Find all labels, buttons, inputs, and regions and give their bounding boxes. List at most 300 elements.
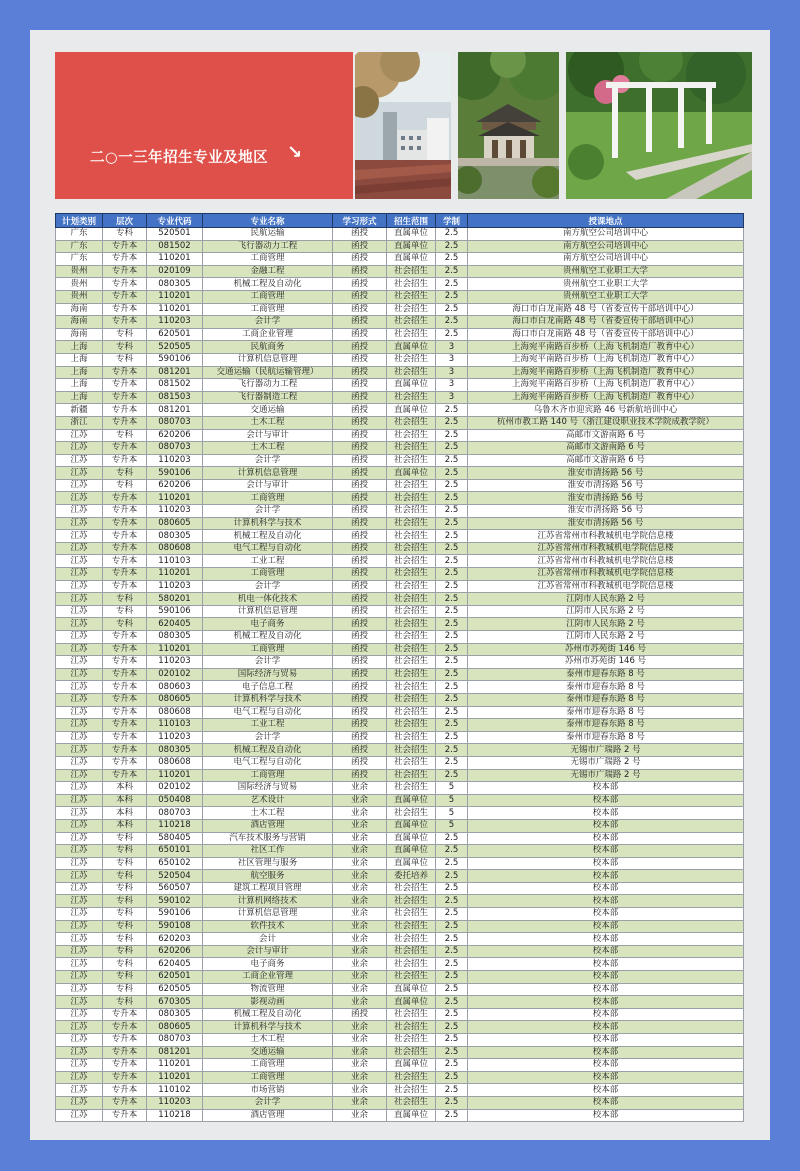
major-name-cell: 工商管理: [203, 303, 333, 316]
major-name-cell: 工商管理: [203, 253, 333, 266]
location-cell: 上海宛平南路百步桥（上海飞机制造厂教育中心）: [468, 366, 744, 379]
plan-category-cell: 江苏: [56, 1034, 103, 1047]
plan-category-cell: 江苏: [56, 1059, 103, 1072]
major-code-cell: 080605: [147, 693, 203, 706]
study-form-cell: 业余: [333, 1021, 387, 1034]
enroll-scope-cell: 社会招生: [387, 631, 436, 644]
major-name-cell: 机电一体化技术: [203, 593, 333, 606]
plan-category-cell: 江苏: [56, 1084, 103, 1097]
plan-category-cell: 江苏: [56, 618, 103, 631]
major-name-cell: 物流管理: [203, 983, 333, 996]
study-form-cell: 函授: [333, 290, 387, 303]
plan-category-cell: 江苏: [56, 996, 103, 1009]
duration-cell: 2.5: [436, 945, 468, 958]
location-cell: 校本部: [468, 971, 744, 984]
location-cell: 江苏省常州市科教城机电学院信息楼: [468, 568, 744, 581]
duration-cell: 5: [436, 819, 468, 832]
major-code-cell: 590106: [147, 353, 203, 366]
major-code-cell: 081201: [147, 404, 203, 417]
location-cell: 上海宛平南路百步桥（上海飞机制造厂教育中心）: [468, 391, 744, 404]
location-cell: 上海宛平南路百步桥（上海飞机制造厂教育中心）: [468, 379, 744, 392]
major-name-cell: 会计学: [203, 1096, 333, 1109]
location-cell: 校本部: [468, 845, 744, 858]
table-row: [56, 542, 744, 555]
enroll-scope-cell: 社会招生: [387, 643, 436, 656]
table-row: [56, 756, 744, 769]
level-cell: 专科: [103, 996, 147, 1009]
garden-pergola-photo: [566, 52, 752, 199]
study-form-cell: 业余: [333, 1109, 387, 1122]
major-code-cell: 110201: [147, 492, 203, 505]
location-cell: 淮安市清扬路 56 号: [468, 505, 744, 518]
study-form-cell: 业余: [333, 1059, 387, 1072]
location-cell: 江苏省常州市科教城机电学院信息楼: [468, 555, 744, 568]
table-row: [56, 265, 744, 278]
table-row: [56, 240, 744, 253]
major-code-cell: 080605: [147, 517, 203, 530]
level-cell: 专科: [103, 933, 147, 946]
plan-category-cell: 江苏: [56, 756, 103, 769]
level-cell: 专升本: [103, 631, 147, 644]
enroll-scope-cell: 社会招生: [387, 908, 436, 921]
plan-category-cell: 江苏: [56, 731, 103, 744]
major-name-cell: 工商管理: [203, 1071, 333, 1084]
major-name-cell: 电气工程与自动化: [203, 756, 333, 769]
major-name-cell: 影视动画: [203, 996, 333, 1009]
duration-cell: 2.5: [436, 832, 468, 845]
study-form-cell: 业余: [333, 933, 387, 946]
level-cell: 专升本: [103, 580, 147, 593]
major-name-cell: 会计学: [203, 731, 333, 744]
major-code-cell: 620501: [147, 328, 203, 341]
enroll-scope-cell: 社会招生: [387, 731, 436, 744]
duration-cell: 2.5: [436, 1021, 468, 1034]
table-row: [56, 404, 744, 417]
major-code-cell: 590102: [147, 895, 203, 908]
enroll-scope-cell: 直属单位: [387, 1059, 436, 1072]
enroll-scope-cell: 社会招生: [387, 290, 436, 303]
major-code-cell: 110203: [147, 316, 203, 329]
major-name-cell: 市场营销: [203, 1084, 333, 1097]
table-row: [56, 328, 744, 341]
plan-category-cell: 江苏: [56, 1021, 103, 1034]
study-form-cell: 函授: [333, 505, 387, 518]
major-code-cell: 081201: [147, 366, 203, 379]
plan-category-cell: 江苏: [56, 492, 103, 505]
level-cell: 专科: [103, 832, 147, 845]
plan-category-cell: 江苏: [56, 429, 103, 442]
major-code-cell: 080608: [147, 706, 203, 719]
major-name-cell: 金融工程: [203, 265, 333, 278]
level-cell: 专升本: [103, 416, 147, 429]
major-name-cell: 会计: [203, 933, 333, 946]
plan-category-cell: 江苏: [56, 807, 103, 820]
major-name-cell: 民航商务: [203, 341, 333, 354]
table-row: [56, 819, 744, 832]
enroll-scope-cell: 社会招生: [387, 505, 436, 518]
duration-cell: 2.5: [436, 404, 468, 417]
enroll-scope-cell: 社会招生: [387, 719, 436, 732]
location-cell: 苏州市苏苑街 146 号: [468, 656, 744, 669]
table-row: [56, 882, 744, 895]
plan-category-cell: 江苏: [56, 782, 103, 795]
study-form-cell: 函授: [333, 706, 387, 719]
major-code-cell: 560507: [147, 882, 203, 895]
location-cell: 江苏省常州市科教城机电学院信息楼: [468, 530, 744, 543]
study-form-cell: 函授: [333, 240, 387, 253]
major-name-cell: 软件技术: [203, 920, 333, 933]
level-cell: 专科: [103, 328, 147, 341]
study-form-cell: 函授: [333, 416, 387, 429]
level-cell: 专升本: [103, 442, 147, 455]
major-name-cell: 电气工程与自动化: [203, 542, 333, 555]
enroll-scope-cell: 社会招生: [387, 933, 436, 946]
plan-category-cell: 江苏: [56, 467, 103, 480]
major-code-cell: 110203: [147, 656, 203, 669]
level-cell: 专升本: [103, 1059, 147, 1072]
duration-cell: 2.5: [436, 290, 468, 303]
level-cell: 专科: [103, 228, 147, 241]
plan-category-cell: 江苏: [56, 769, 103, 782]
enroll-scope-cell: 社会招生: [387, 278, 436, 291]
major-name-cell: 汽车技术服务与营销: [203, 832, 333, 845]
major-code-cell: 081201: [147, 1046, 203, 1059]
study-form-cell: 函授: [333, 668, 387, 681]
table-row: [56, 693, 744, 706]
enroll-scope-cell: 直属单位: [387, 253, 436, 266]
major-code-cell: 110102: [147, 1084, 203, 1097]
plan-category-cell: 江苏: [56, 668, 103, 681]
major-code-cell: 590106: [147, 605, 203, 618]
major-code-cell: 110203: [147, 454, 203, 467]
level-cell: 专升本: [103, 542, 147, 555]
enroll-scope-cell: 社会招生: [387, 958, 436, 971]
major-name-cell: 建筑工程项目管理: [203, 882, 333, 895]
plan-category-cell: 江苏: [56, 895, 103, 908]
level-cell: 专升本: [103, 303, 147, 316]
duration-cell: 2.5: [436, 1096, 468, 1109]
study-form-cell: 函授: [333, 605, 387, 618]
plan-category-cell: 新疆: [56, 404, 103, 417]
major-code-cell: 520505: [147, 341, 203, 354]
duration-cell: 2.5: [436, 454, 468, 467]
duration-cell: 2.5: [436, 656, 468, 669]
enrollment-table: [55, 213, 744, 1122]
major-name-cell: 国际经济与贸易: [203, 782, 333, 795]
location-cell: 校本部: [468, 1109, 744, 1122]
major-name-cell: 土木工程: [203, 442, 333, 455]
major-name-cell: 计算机网络技术: [203, 895, 333, 908]
plan-category-cell: 江苏: [56, 530, 103, 543]
location-cell: 校本部: [468, 882, 744, 895]
study-form-cell: 业余: [333, 794, 387, 807]
location-cell: 淮安市清扬路 56 号: [468, 517, 744, 530]
enroll-scope-cell: 社会招生: [387, 442, 436, 455]
study-form-cell: 函授: [333, 568, 387, 581]
enroll-scope-cell: 社会招生: [387, 807, 436, 820]
location-cell: 淮安市清扬路 56 号: [468, 467, 744, 480]
study-form-cell: 函授: [333, 316, 387, 329]
duration-cell: 2.5: [436, 882, 468, 895]
duration-cell: 2.5: [436, 870, 468, 883]
duration-cell: 2.5: [436, 983, 468, 996]
table-row: [56, 467, 744, 480]
table-row: [56, 530, 744, 543]
table-row: [56, 920, 744, 933]
duration-cell: 2.5: [436, 958, 468, 971]
duration-cell: 3: [436, 379, 468, 392]
study-form-cell: 函授: [333, 454, 387, 467]
location-cell: 校本部: [468, 1034, 744, 1047]
level-cell: 专升本: [103, 379, 147, 392]
plan-category-cell: 江苏: [56, 454, 103, 467]
table-row: [56, 870, 744, 883]
enroll-scope-cell: 直属单位: [387, 379, 436, 392]
location-cell: 高邮市文游南路 6 号: [468, 454, 744, 467]
enroll-scope-cell: 社会招生: [387, 1071, 436, 1084]
major-name-cell: 计算机科学与技术: [203, 517, 333, 530]
duration-cell: 2.5: [436, 228, 468, 241]
level-cell: 专升本: [103, 706, 147, 719]
enroll-scope-cell: 直属单位: [387, 467, 436, 480]
duration-cell: 2.5: [436, 580, 468, 593]
duration-cell: 2.5: [436, 505, 468, 518]
table-row: [56, 832, 744, 845]
study-form-cell: 业余: [333, 996, 387, 1009]
table-row: [56, 253, 744, 266]
enroll-scope-cell: 社会招生: [387, 593, 436, 606]
location-cell: 高邮市文游南路 6 号: [468, 429, 744, 442]
table-row: [56, 1008, 744, 1021]
header-location: 授课地点: [468, 214, 744, 228]
table-row: [56, 316, 744, 329]
location-cell: 海口市白龙南路 48 号（省委宣传干部培训中心）: [468, 303, 744, 316]
major-code-cell: 110203: [147, 1096, 203, 1109]
table-row: [56, 945, 744, 958]
location-cell: 校本部: [468, 895, 744, 908]
table-row: [56, 971, 744, 984]
plan-category-cell: 江苏: [56, 794, 103, 807]
major-name-cell: 机械工程及自动化: [203, 1008, 333, 1021]
study-form-cell: 函授: [333, 719, 387, 732]
location-cell: 上海宛平南路百步桥（上海飞机制造厂教育中心）: [468, 341, 744, 354]
table-row: [56, 568, 744, 581]
location-cell: 杭州市教工路 140 号（浙江建设职业技术学院成教学院）: [468, 416, 744, 429]
study-form-cell: 业余: [333, 832, 387, 845]
major-name-cell: 工商管理: [203, 769, 333, 782]
banner-title: 二○一三年招生专业及地区: [90, 150, 269, 166]
study-form-cell: 函授: [333, 555, 387, 568]
duration-cell: 3: [436, 341, 468, 354]
level-cell: 本科: [103, 794, 147, 807]
major-code-cell: 080703: [147, 1034, 203, 1047]
study-form-cell: 业余: [333, 1046, 387, 1059]
table-row: [56, 1021, 744, 1034]
level-cell: 专科: [103, 908, 147, 921]
plan-category-cell: 江苏: [56, 643, 103, 656]
enroll-scope-cell: 社会招生: [387, 316, 436, 329]
enroll-scope-cell: 社会招生: [387, 303, 436, 316]
table-row: [56, 416, 744, 429]
plan-category-cell: 江苏: [56, 1109, 103, 1122]
level-cell: 专升本: [103, 366, 147, 379]
plan-category-cell: 海南: [56, 303, 103, 316]
location-cell: 校本部: [468, 870, 744, 883]
table-row: [56, 618, 744, 631]
plan-category-cell: 江苏: [56, 1008, 103, 1021]
level-cell: 专科: [103, 958, 147, 971]
plan-category-cell: 海南: [56, 328, 103, 341]
enroll-scope-cell: 社会招生: [387, 568, 436, 581]
level-cell: 本科: [103, 807, 147, 820]
table-row: [56, 631, 744, 644]
plan-category-cell: 江苏: [56, 555, 103, 568]
study-form-cell: 业余: [333, 1034, 387, 1047]
table-row: [56, 429, 744, 442]
enroll-scope-cell: 社会招生: [387, 416, 436, 429]
major-code-cell: 620203: [147, 933, 203, 946]
study-form-cell: 业余: [333, 895, 387, 908]
plan-category-cell: 江苏: [56, 1046, 103, 1059]
duration-cell: 2.5: [436, 278, 468, 291]
major-code-cell: 110201: [147, 290, 203, 303]
study-form-cell: 函授: [333, 731, 387, 744]
level-cell: 专升本: [103, 1096, 147, 1109]
major-code-cell: 110218: [147, 819, 203, 832]
table-row: [56, 517, 744, 530]
plan-category-cell: 江苏: [56, 845, 103, 858]
plan-category-cell: 江苏: [56, 693, 103, 706]
duration-cell: 2.5: [436, 542, 468, 555]
study-form-cell: 业余: [333, 782, 387, 795]
duration-cell: 2.5: [436, 744, 468, 757]
study-form-cell: 函授: [333, 631, 387, 644]
plan-category-cell: 江苏: [56, 517, 103, 530]
location-cell: 江阴市人民东路 2 号: [468, 605, 744, 618]
table-row: [56, 379, 744, 392]
plan-category-cell: 贵州: [56, 265, 103, 278]
table-row: [56, 1109, 744, 1122]
location-cell: 校本部: [468, 819, 744, 832]
major-name-cell: 工商管理: [203, 492, 333, 505]
duration-cell: 2.5: [436, 845, 468, 858]
enroll-scope-cell: 直属单位: [387, 983, 436, 996]
level-cell: 专科: [103, 945, 147, 958]
plan-category-cell: 江苏: [56, 681, 103, 694]
plan-category-cell: 广东: [56, 228, 103, 241]
plan-category-cell: 江苏: [56, 819, 103, 832]
study-form-cell: 业余: [333, 882, 387, 895]
enroll-scope-cell: 社会招生: [387, 782, 436, 795]
major-name-cell: 会计学: [203, 454, 333, 467]
plan-category-cell: 贵州: [56, 278, 103, 291]
major-code-cell: 670305: [147, 996, 203, 1009]
major-name-cell: 计算机信息管理: [203, 605, 333, 618]
plan-category-cell: 广东: [56, 253, 103, 266]
level-cell: 专升本: [103, 530, 147, 543]
location-cell: 贵州航空工业职工大学: [468, 278, 744, 291]
major-code-cell: 110103: [147, 719, 203, 732]
location-cell: 校本部: [468, 1008, 744, 1021]
major-name-cell: 酒店管理: [203, 819, 333, 832]
header-major-name: 专业名称: [203, 214, 333, 228]
major-code-cell: 110103: [147, 555, 203, 568]
header-major-code: 专业代码: [147, 214, 203, 228]
study-form-cell: 函授: [333, 366, 387, 379]
study-form-cell: 函授: [333, 391, 387, 404]
study-form-cell: 业余: [333, 1071, 387, 1084]
location-cell: 校本部: [468, 983, 744, 996]
level-cell: 专科: [103, 353, 147, 366]
major-name-cell: 会计与审计: [203, 479, 333, 492]
table-row: [56, 1071, 744, 1084]
enroll-scope-cell: 直属单位: [387, 794, 436, 807]
major-name-cell: 会计与审计: [203, 945, 333, 958]
location-cell: 江苏省常州市科教城机电学院信息楼: [468, 542, 744, 555]
duration-cell: 2.5: [436, 933, 468, 946]
table-row: [56, 656, 744, 669]
location-cell: 江阴市人民东路 2 号: [468, 593, 744, 606]
plan-category-cell: 江苏: [56, 870, 103, 883]
table-row: [56, 706, 744, 719]
major-name-cell: 土木工程: [203, 1034, 333, 1047]
location-cell: 海口市白龙南路 48 号（省委宣传干部培训中心）: [468, 328, 744, 341]
enroll-scope-cell: 社会招生: [387, 328, 436, 341]
study-form-cell: 业余: [333, 1084, 387, 1097]
major-name-cell: 会计学: [203, 505, 333, 518]
level-cell: 专升本: [103, 391, 147, 404]
table-row: [56, 1084, 744, 1097]
plan-category-cell: 江苏: [56, 605, 103, 618]
level-cell: 专升本: [103, 731, 147, 744]
major-code-cell: 020109: [147, 265, 203, 278]
duration-cell: 2.5: [436, 1084, 468, 1097]
major-code-cell: 620206: [147, 429, 203, 442]
duration-cell: 2.5: [436, 605, 468, 618]
major-code-cell: 620206: [147, 945, 203, 958]
study-form-cell: 业余: [333, 845, 387, 858]
major-name-cell: 计算机科学与技术: [203, 1021, 333, 1034]
table-row: [56, 1059, 744, 1072]
location-cell: 校本部: [468, 1071, 744, 1084]
location-cell: 校本部: [468, 996, 744, 1009]
enroll-scope-cell: 社会招生: [387, 769, 436, 782]
table-row: [56, 593, 744, 606]
duration-cell: 2.5: [436, 769, 468, 782]
study-form-cell: 业余: [333, 908, 387, 921]
table-row: [56, 958, 744, 971]
location-cell: 南方航空公司培训中心: [468, 240, 744, 253]
header-enroll-scope: 招生范围: [387, 214, 436, 228]
level-cell: 专升本: [103, 240, 147, 253]
duration-cell: 2.5: [436, 971, 468, 984]
plan-category-cell: 江苏: [56, 971, 103, 984]
major-code-cell: 580201: [147, 593, 203, 606]
plan-category-cell: 江苏: [56, 1071, 103, 1084]
major-code-cell: 590106: [147, 908, 203, 921]
enroll-scope-cell: 直属单位: [387, 341, 436, 354]
plan-category-cell: 江苏: [56, 631, 103, 644]
major-name-cell: 土木工程: [203, 416, 333, 429]
enroll-scope-cell: 社会招生: [387, 580, 436, 593]
major-code-cell: 080605: [147, 1021, 203, 1034]
table-row: [56, 845, 744, 858]
major-name-cell: 土木工程: [203, 807, 333, 820]
table-row: [56, 668, 744, 681]
table-row: [56, 895, 744, 908]
duration-cell: 2.5: [436, 908, 468, 921]
enroll-scope-cell: 社会招生: [387, 945, 436, 958]
